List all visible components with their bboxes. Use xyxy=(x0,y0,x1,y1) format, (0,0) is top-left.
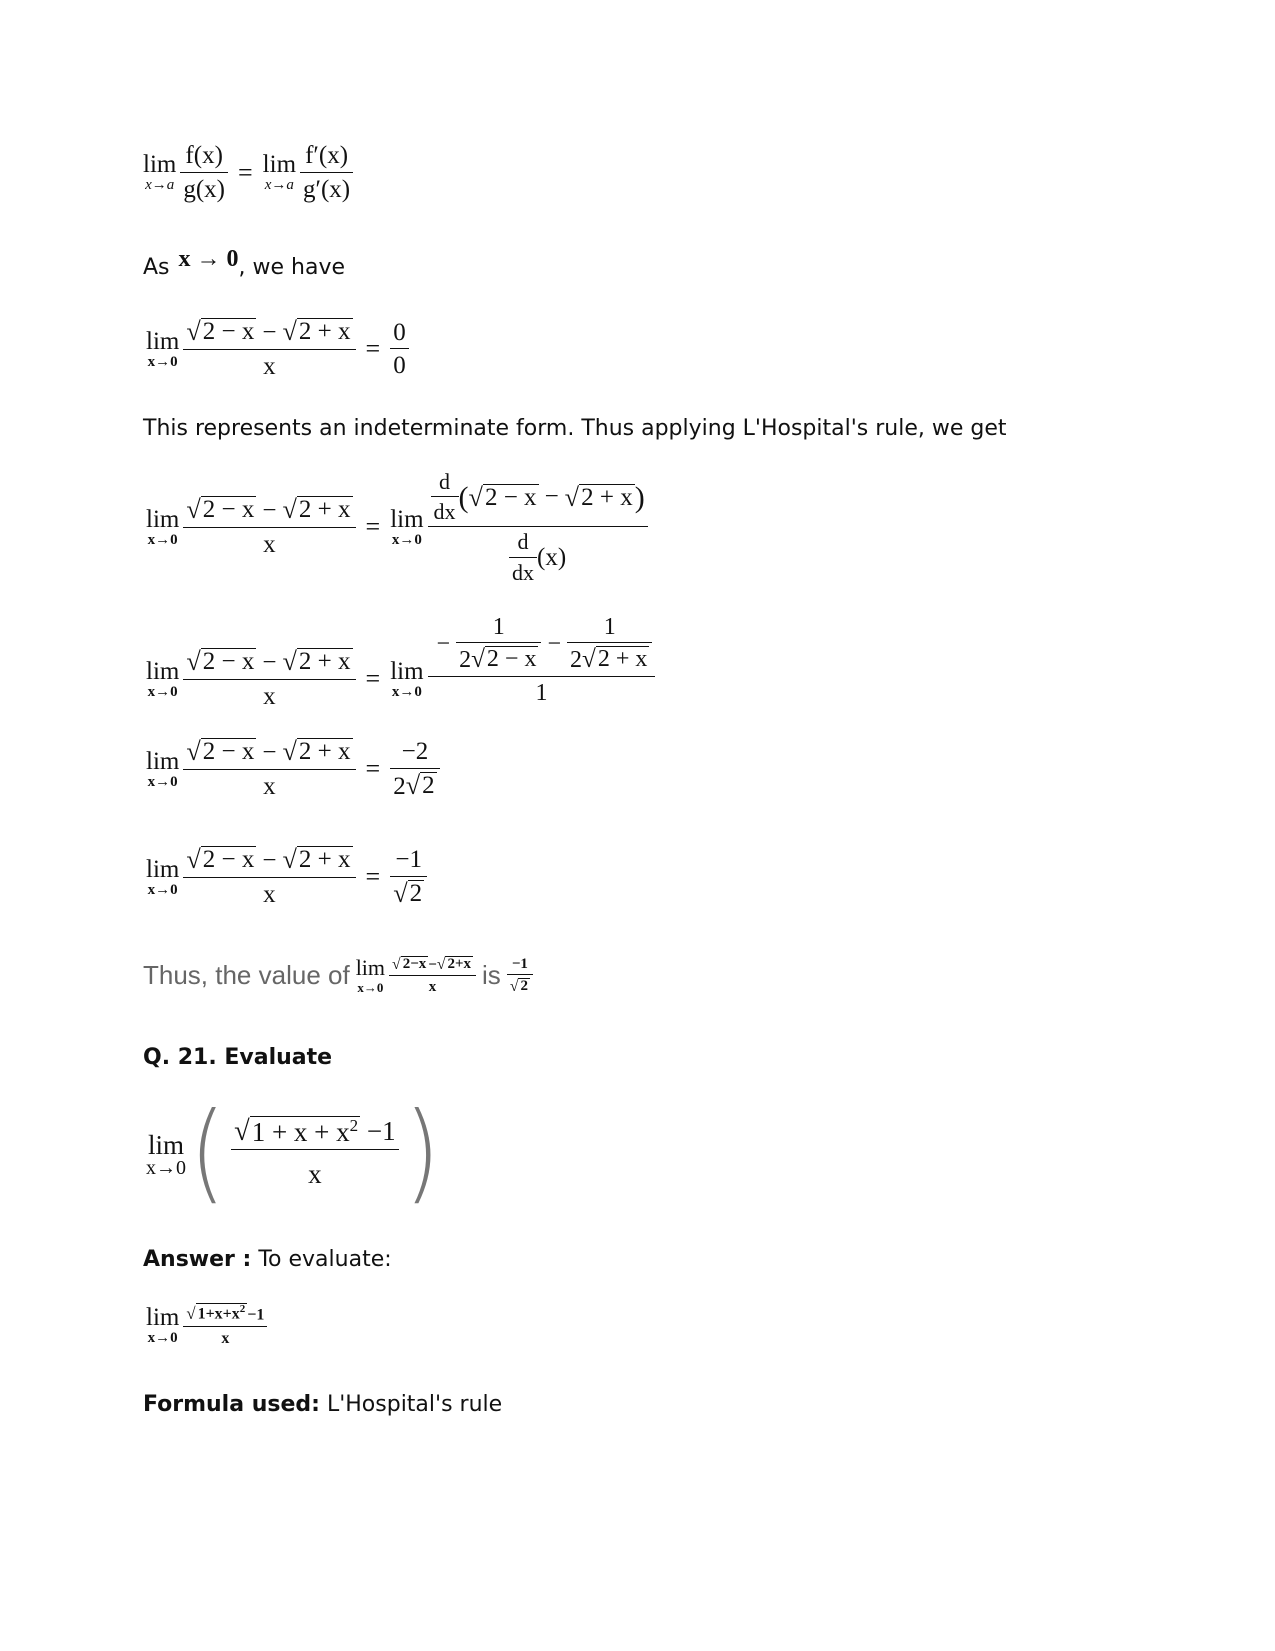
fraction: −2 2 √ 2 xyxy=(390,738,439,800)
question-21-expression: lim x→0 ( √ $1 + x + x^2$ −1 x ) xyxy=(146,1089,440,1216)
fraction: −1 √ 2 xyxy=(507,956,533,996)
equation-step-4: lim x→0 √ 2 − x − √ 2 + x x = −2 2 √ 2 xyxy=(146,738,440,800)
question-heading: Q. 21. Evaluate xyxy=(143,1045,333,1070)
limit-operator: lim x→a xyxy=(143,151,177,193)
limit-operator: lim x→0 xyxy=(390,657,424,700)
limit-operator: lim x→0 xyxy=(146,327,180,370)
limit-operator: lim x→0 xyxy=(146,505,180,548)
fraction: √ $1 + x + x^2$ −1 x xyxy=(231,1116,399,1189)
as-x-to-zero-line: As x → 0, we have xyxy=(143,246,346,280)
formula-used-line: Formula used: L'Hospital's rule xyxy=(143,1392,503,1417)
fraction: − 1 2 √ 2 − x − 1 2 √ 2 + x 1 xyxy=(428,614,656,706)
fraction: √ 2 − x − √ 2 + x x xyxy=(183,318,355,380)
limit-operator: lim x→0 xyxy=(146,855,180,898)
limit-operator: lim x→0 xyxy=(355,955,386,995)
fraction: √ 2 − x − √ 2 + x x xyxy=(183,738,355,800)
conclusion-line: Thus, the value of lim x→0 √ 2−x − √ 2+x x is −1 √ 2 xyxy=(143,955,533,996)
equation-step-3: lim x→0 √ 2 − x − √ 2 + x x = lim x→0 − 1 2 √ 2 − x − 1 2 √ 2 + x 1 xyxy=(146,610,655,710)
equation-step-1: lim x→0 √ 2 − x − √ 2 + x x = $\frac{0}{0}$ xyxy=(146,318,409,380)
fraction: √ 2 − x − √ 2 + x x xyxy=(183,846,355,908)
limit-operator: lim x→0 xyxy=(146,1129,186,1179)
fraction: $\frac{f'(x)}{g'(x)}$ xyxy=(300,142,353,203)
fraction: $\frac{f(x)}{g(x)}$ xyxy=(180,142,228,203)
indeterminate-form-text: This represents an indeterminate form. Thus applying L'Hospital's rule, we get xyxy=(143,416,1007,441)
fraction: $\frac{d}{dx}$ ( √ 2 − x − √ 2 + x ) $\frac{d}{dx}$ (x) xyxy=(428,470,648,585)
limit-operator: lim x→0 xyxy=(146,657,180,700)
fraction: √ $1+x+x^2$ −1 x xyxy=(183,1303,267,1348)
limit-operator: lim x→0 xyxy=(146,747,180,790)
fraction: √ 2 − x − √ 2 + x x xyxy=(183,496,355,558)
lhopital-formula: lim x→a $\frac{f(x)}{g(x)}$ = lim x→a $\frac{f'(x)}{g'(x)}$ xyxy=(143,142,353,203)
fraction: −1 √ 2 xyxy=(390,846,427,908)
fraction: $\frac{0}{0}$ xyxy=(390,319,409,380)
fraction: √ 2 − x − √ 2 + x x xyxy=(183,648,355,710)
question-21-small-expression xyxy=(146,1303,267,1348)
limit-operator: lim x→0 xyxy=(390,505,424,548)
equation-step-5: lim x→0 √ 2 − x − √ 2 + x x = −1 √ 2 xyxy=(146,846,427,908)
answer-line: Answer : To evaluate: xyxy=(143,1247,392,1272)
limit-operator: lim x→a xyxy=(262,151,297,193)
equation-step-2: lim x→0 √ 2 − x − √ 2 + x x = lim x→0 $\frac{d}{dx}$ ( √ 2 − x − √ 2 + x ) $\frac{d}{dx}$ (x) xyxy=(146,470,648,585)
fraction: √ 2−x − √ 2+x x xyxy=(389,956,476,996)
limit-operator: lim x→0 xyxy=(146,1303,180,1346)
